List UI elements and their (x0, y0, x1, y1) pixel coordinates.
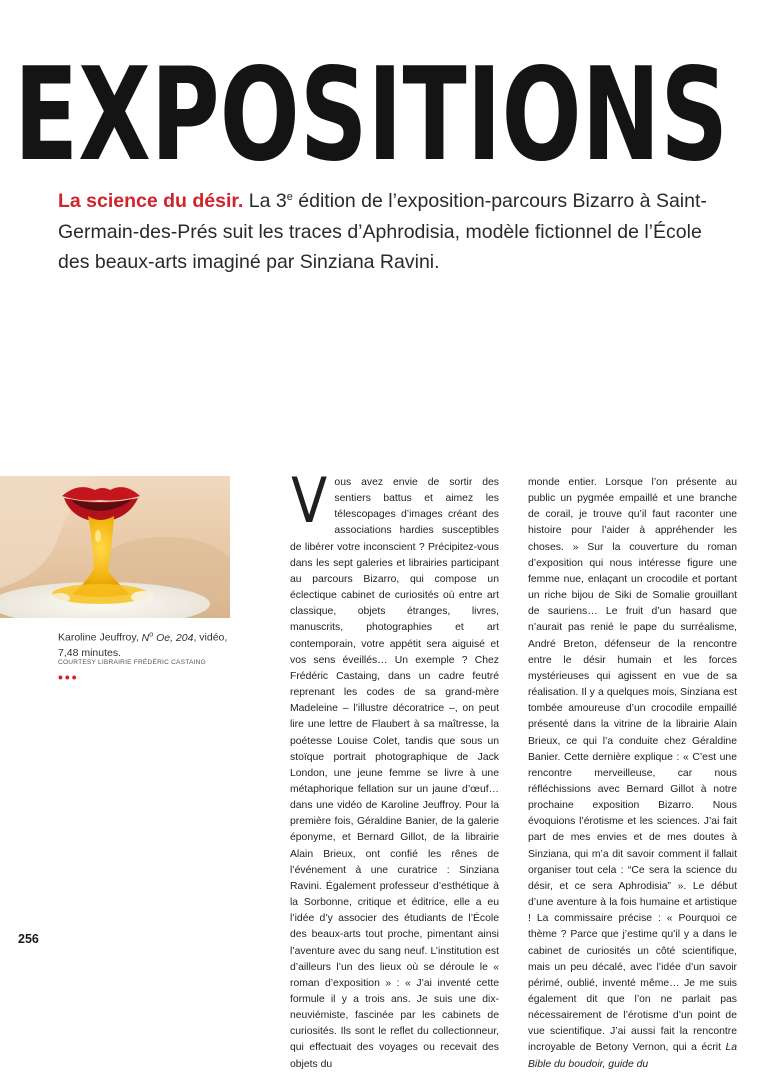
column-2-text: monde entier. Lorsque l’on présente au public un pygmée empaillé et une branche de corail, je trouve qu’il faut raconter une histoire pour l’aider à appréhender les choses. » Sur la couverture du roman d’exposition qui nous intéresse figure une femme nue, enlaçant un crocodile et portant un riche bijou de Siki de Somalie grouillant de sauriens… Le fruit d’un hasard que n’aurait pas renié le pape du surréalisme, André Breton, défenseur de la rencontre entre le désir humain et les forces mystérieuses qui agissent en vue de sa réalisation. Il y a quelques mois, Sinziana est tombée amoureuse d’un crocodile empaillé présenté dans la vitrine de la librairie Alain Brieux, ce qui l’a conduite chez Géraldine Banier. Cette dernière explique : « C’est une rencontre merveilleuse, car nous réfléchissions avec Bernard Gillot à notre prochaine exposition Bizarro. Nous évoquions l’érotisme et les sciences. J’ai fait part de mes envies et de mes doutes à Sinziana, qui m’a dit savoir comment il fallait organiser tout cela : “Ce sera la science du désir, et ce sera Aphrodisia” ». Le début d’une aventure à la fois humaine et artistique ! La commissaire précise : « Pourquoi ce thème ? Parce que j’estime qu’il y a dans le cabinet de curiosités un côté scientifique, mais un peu décalé, avec l’idée d’un savoir périmé, oublié, inventé même… Je me suis également dit que l’on ne parlait pas nécessairement de l’érotisme d’un point de vue scientifique. J’ai aussi fait la rencontre incroyable de Betony Vernon, qui a écrit (528, 477, 737, 1054)
photo-caption (58, 627, 233, 661)
article-photo (0, 476, 230, 618)
drop-cap: V (291, 464, 328, 537)
caption-title-rest: Oe, 204 (153, 631, 194, 644)
book-title: La Bible du boudoir, guide du (528, 1042, 737, 1070)
deck-text-b: édition de l’exposition-parcours Bizarro à Saint-Germain-des-Prés suit les traces d’Aphrodisia, modèle fictionnel de l’École des beaux-arts imaginé par Sinziana Ravini. (58, 190, 707, 273)
column-1-text: ous avez envie de sortir des sentiers battus et aimez les télescopages d’images créant des associations hardies susceptibles de libérer votre inconscient ? Précipitez-vous dans les sept galeries et librairies participant au parcours Bizarro, qui compose un éclectique cabinet de curiosités où entre art classique, objets étranges, livres, manuscrits, photographies et art contemporain, votre appétit sera aiguisé et vos sens éveillés… Un exemple ? Chez Frédéric Castaing, dans un cadre feutré reprenant les codes de sa grand-mère Madeleine – l’illustre décoratrice –, on peut lire une lettre de Flaubert à sa maîtresse, la poétesse Louise Colet, tandis que sous un stoïque portrait photographique de Jack London, une jeune femme se livre à une métaphorique fellation sur un jaune d’œuf… dans une vidéo de Karoline Jeuffroy. Pour la première fois, Géraldine Banier, de la galerie éponyme, et Bernard Gillot, de la librairie Alain Brieux, ont confié les rênes de l’événement à une curatrice : Sinziana Ravini. Également professeur d’esthétique à la Sorbonne, critique et éditrice, elle a eu l’idée d’y associer des étudiants de l’École des beaux-arts tout proche, pimentant ainsi l’aventure avec du sang neuf. L’institution est d’ailleurs l’un des lieux où se déroule le « roman d’exposition » : « J’ai inventé cette formule il y a trois ans. Je suis une dix-neuviémiste, fascinée par les cabinets de curiosités. Ils sont le reflet du collectionneur, qui effectuait des voyages ou recevait des objets du (290, 477, 499, 1070)
caption-details: , vidéo, 7,48 minutes. (58, 631, 228, 659)
deck-text-a: La 3 (243, 190, 287, 212)
article-column-1 (290, 464, 499, 1073)
caption-title: $N^o$ Oe, 204 (141, 631, 194, 644)
article-column-2 (528, 475, 737, 1073)
caption-artist: Karoline Jeuffroy, (58, 631, 142, 644)
deck-kicker: La science du désir. (58, 190, 244, 212)
lips-yolk-illustration (0, 476, 230, 618)
photo-credit: COURTESY LIBRAIRIE FRÉDÉRIC CASTAING (58, 659, 206, 666)
caption-title-sup: o (149, 631, 154, 638)
page-number: 256 (18, 932, 39, 946)
article-deck (58, 186, 738, 278)
deck-superscript: e (286, 191, 293, 203)
separator-dots: ••• (58, 669, 79, 685)
section-title: EXPOSITIONS (14, 41, 729, 190)
